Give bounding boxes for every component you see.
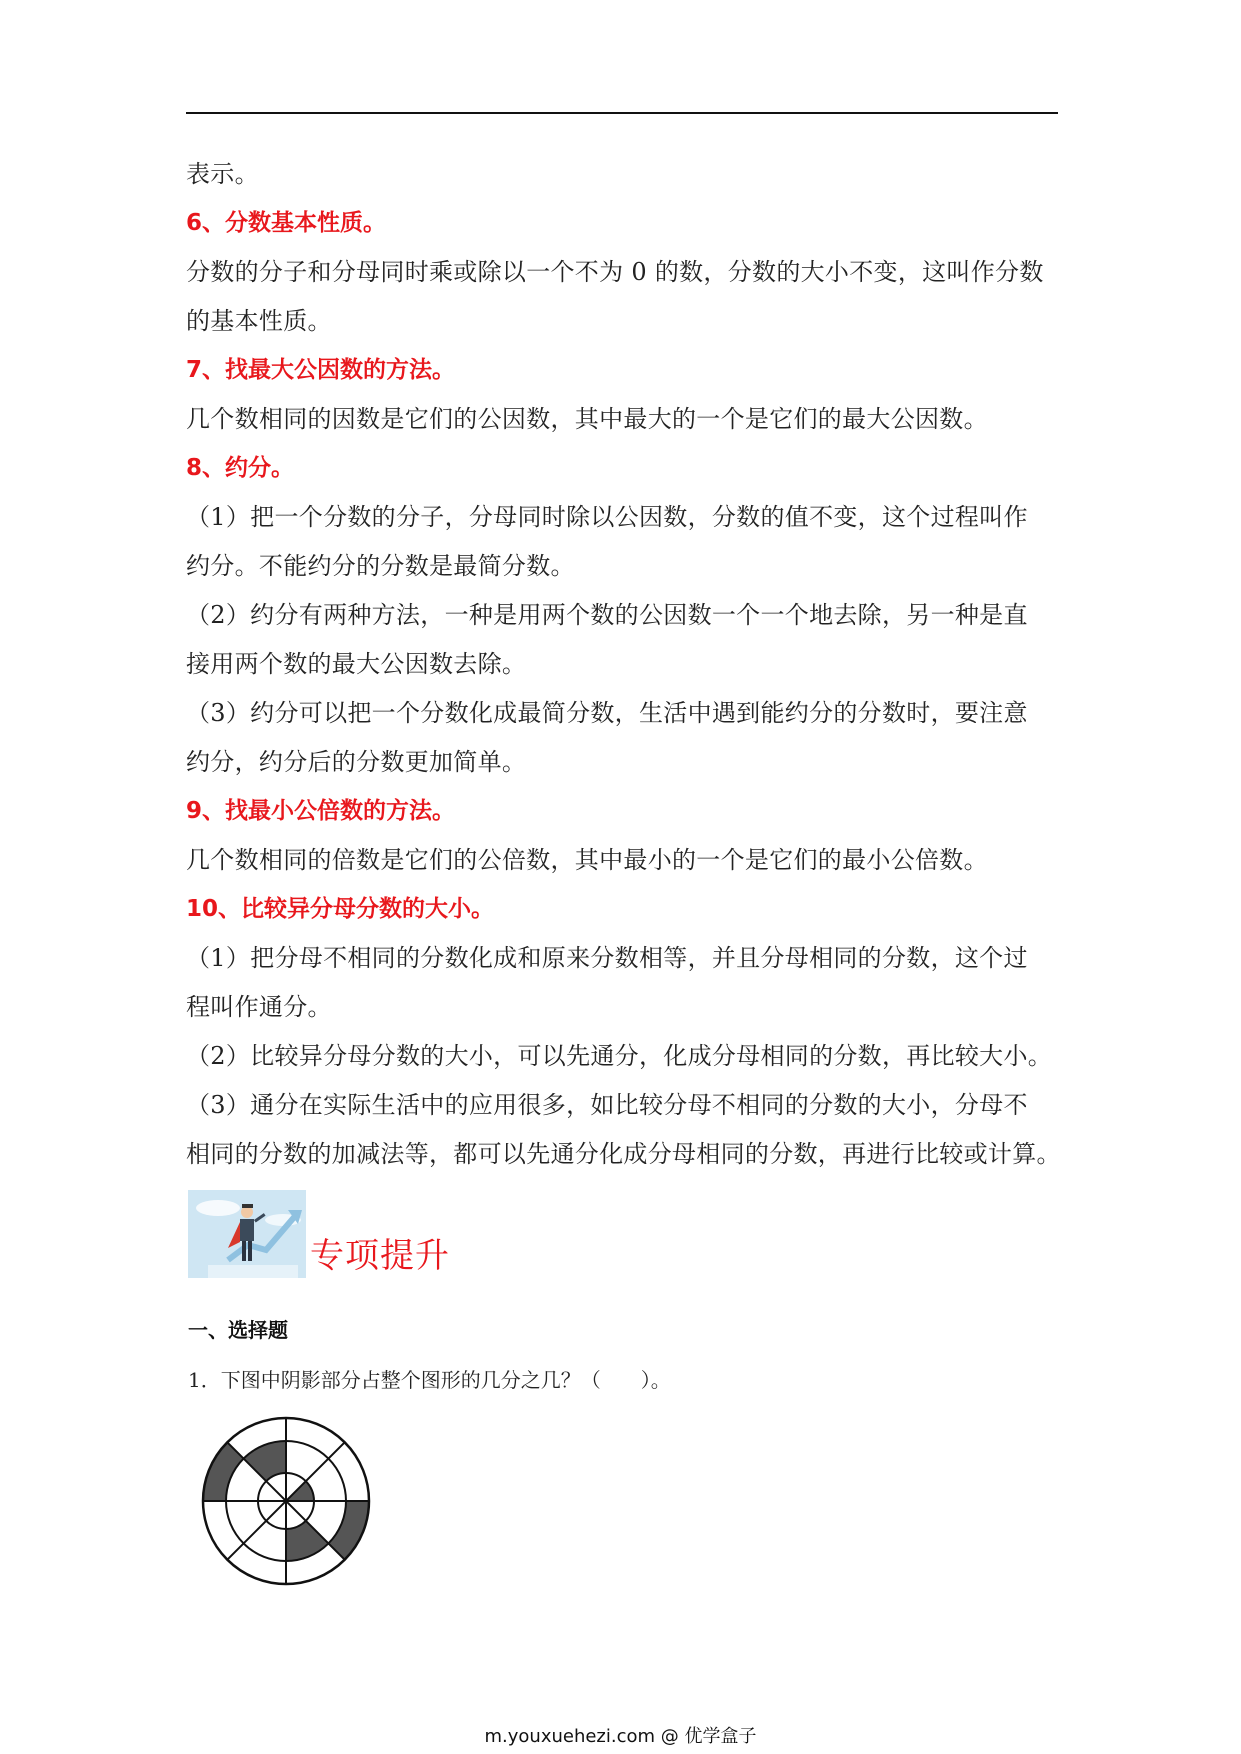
document-body	[186, 150, 1061, 1179]
paragraph-line: 几个数相同的倍数是它们的公倍数，其中最小的一个是它们的最小公倍数。	[186, 846, 988, 874]
paragraph-line: 分数的分子和分母同时乘或除以一个不为 0 的数，分数的大小不变，这叫作分数	[186, 258, 1044, 286]
heading-8: 8、约分。	[186, 455, 295, 481]
banner-title: 专项提升	[310, 1236, 450, 1276]
paragraph-line: 程叫作通分。	[186, 993, 332, 1021]
heading-10: 10、比较异分母分数的大小。	[186, 896, 495, 922]
paragraph-line: （3）通分在实际生活中的应用很多，如比较分母不相同的分数的大小，分母不	[186, 1091, 1028, 1119]
shaded-sector	[244, 1441, 286, 1481]
paragraph-line: （2）约分有两种方法，一种是用两个数的公因数一个一个地去除，另一种是直	[186, 601, 1028, 629]
banner-illustration	[188, 1190, 306, 1278]
heading-6: 6、分数基本性质。	[186, 210, 387, 236]
paragraph-line: 约分，约分后的分数更加简单。	[186, 748, 527, 776]
footer-watermark: m.youxuehezi.com @ 优学盒子	[484, 1726, 757, 1747]
shaded-circle-figure	[200, 1415, 372, 1587]
paragraph-line: 接用两个数的最大公因数去除。	[186, 650, 527, 678]
intro-tail: 表示。	[186, 160, 259, 188]
paragraph-line: 几个数相同的因数是它们的公因数，其中最大的一个是它们的最大公因数。	[186, 405, 988, 433]
heading-7: 7、找最大公因数的方法。	[186, 357, 456, 383]
paragraph-line: 的基本性质。	[186, 307, 332, 335]
header-rule	[186, 112, 1058, 114]
shaded-sector	[286, 1521, 328, 1561]
paragraph-line: 相同的分数的加减法等，都可以先通分化成分母相同的分数，再进行比较或计算。	[186, 1140, 1061, 1168]
heading-9: 9、找最小公倍数的方法。	[186, 798, 456, 824]
section-title: 一、选择题	[188, 1318, 288, 1342]
paragraph-line: （1）把一个分数的分子，分母同时除以公因数，分数的值不变，这个过程叫作	[186, 503, 1028, 531]
special-practice-banner	[188, 1190, 588, 1280]
paragraph-line: （3）约分可以把一个分数化成最简分数，生活中遇到能约分的分数时，要注意	[186, 699, 1028, 727]
paragraph-line: 约分。不能约分的分数是最简分数。	[186, 552, 575, 580]
paragraph-line: （1）把分母不相同的分数化成和原来分数相等，并且分母相同的分数，这个过	[186, 944, 1028, 972]
paragraph-line: （2）比较异分母分数的大小，可以先通分，化成分母相同的分数，再比较大小。	[186, 1042, 1053, 1070]
question-1: 1．下图中阴影部分占整个图形的几分之几？（ ）。	[188, 1368, 671, 1392]
